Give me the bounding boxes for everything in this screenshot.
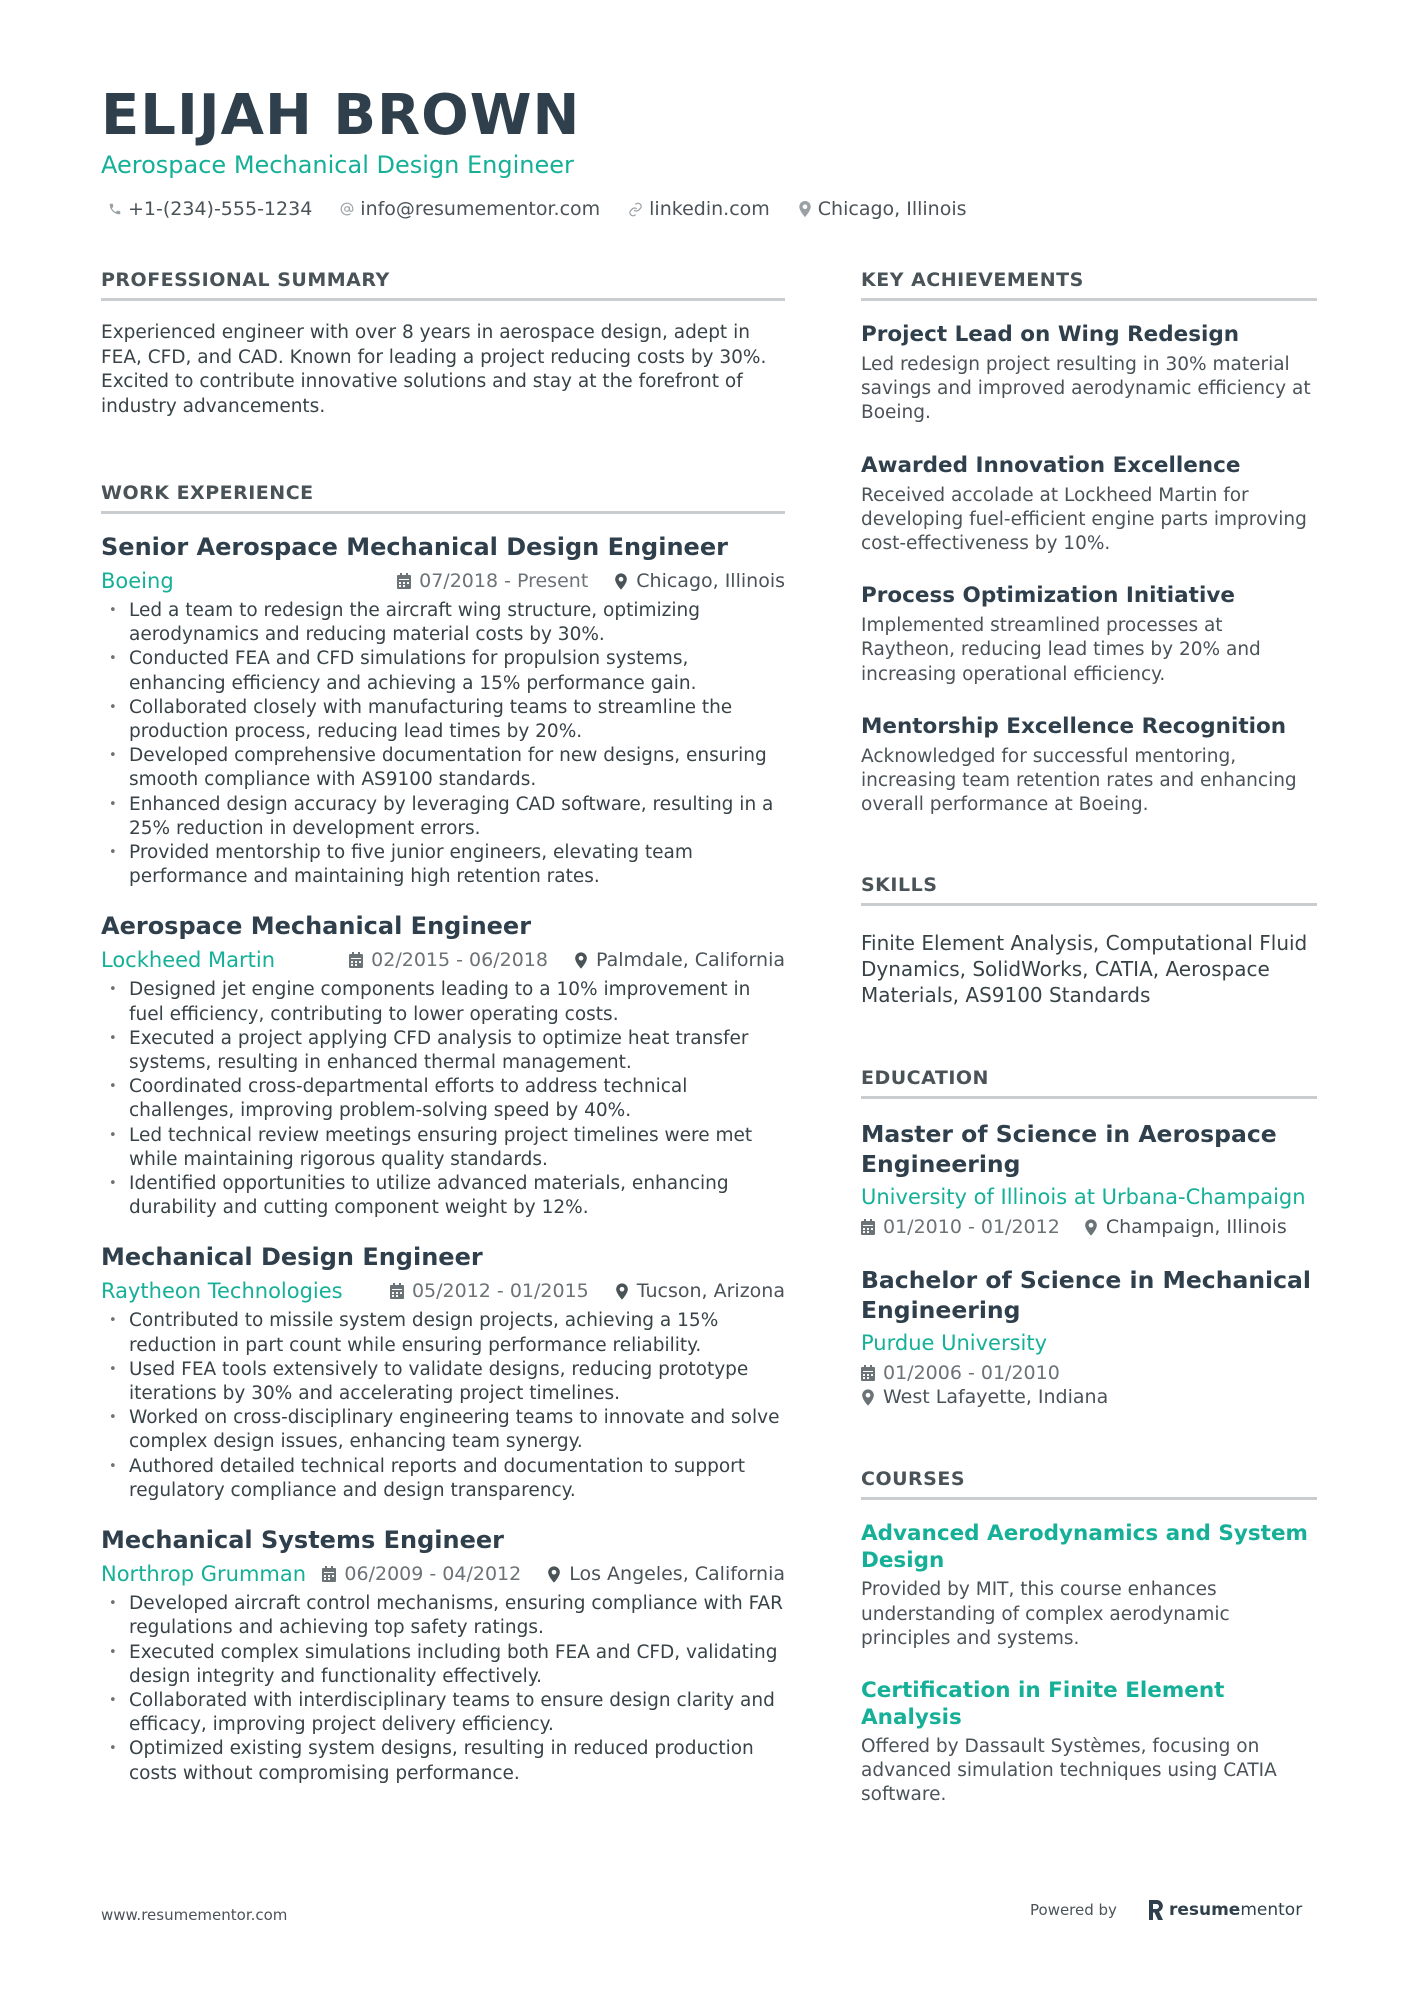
map-pin-icon [615,1283,629,1300]
course-desc: Provided by MIT, this course enhances understanding of complex aerodynamic principles and systems. [861,1579,1230,1649]
bullet-item: • Designed jet engine components leading to a 10% improvement in fuel efficiency, contributing to lower operating costs. [101,978,785,1026]
bullet-item: • Provided mentorship to five junior engineers, elevating team performance and maintaining high retention rates. [101,841,785,889]
achievement-item [861,452,1317,557]
achievement-item [861,321,1317,426]
job-title: Mechanical Design Engineer [101,1243,483,1272]
bullet-item: • Led a team to redesign the aircraft wing structure, optimizing aerodynamics and reducing material costs by 30%. [101,599,785,647]
job-bullets [101,1592,785,1786]
skills-text: Finite Element Analysis, Computational Fluid Dynamics, SolidWorks, CATIA, Aerospace Materials, AS9100 Standards [861,931,1308,1008]
company-name: Boeing [101,569,174,593]
achievement-item [861,582,1317,687]
company-name: Lockheed Martin [101,948,276,973]
map-pin-icon [861,1389,875,1406]
location-text: Chicago, Illinois [817,198,967,220]
job-title: Aerospace Mechanical Engineer [101,912,532,941]
bullet-item: • Developed aircraft control mechanisms, ensuring compliance with FAR regulations and achieving top safety ratings. [101,1592,785,1640]
job-meta [101,945,785,975]
job-dates: 06/2009 - 04/2012 [322,1563,521,1585]
summary-text: Experienced engineer with over 8 years in aerospace design, adept in FEA, CFD, and CAD. Known for leading a project reducing costs by 30%. Excited to contribute innovative solutions and stay at the forefront of industry advancements. [101,322,767,417]
education-dates: 01/2006 - 01/2010 [883,1362,1060,1385]
summary-heading: PROFESSIONAL SUMMARY [101,266,785,301]
achievement-desc: Received accolade at Lockheed Martin for developing fuel-efficient engine parts improving cost-effectiveness by 10%. [861,484,1307,555]
phone-icon [108,202,122,216]
job-meta [101,1276,785,1306]
job-meta [101,566,785,596]
courses-heading: COURSES [861,1465,1317,1500]
education-location-row [861,1385,1317,1409]
job-entry [101,911,785,1220]
brand-name-light: mentor [1240,1900,1303,1920]
achievement-title: Project Lead on Wing Redesign [861,322,1240,347]
job-dates: 07/2018 - Present [397,570,588,592]
experience-heading: WORK EXPERIENCE [101,479,785,514]
job-location: Palmdale, California [574,949,785,971]
link-icon [628,202,643,217]
resumementor-logo-icon [1147,1900,1163,1920]
job-bullets [101,978,785,1220]
education-location: West Lafayette, Indiana [883,1386,1109,1409]
achievements-heading: KEY ACHIEVEMENTS [861,266,1317,301]
job-entry [101,532,785,889]
education-dates: 01/2010 - 01/2012 [883,1216,1060,1239]
calendar-icon [349,952,363,968]
brand-name-bold: resume [1168,1900,1241,1920]
brand-logo[interactable] [1147,1900,1302,1920]
footer-powered [1030,1900,1302,1920]
contact-linkedin[interactable] [628,198,770,220]
achievement-title: Awarded Innovation Excellence [861,452,1241,478]
bullet-item: • Coordinated cross-departmental efforts to address technical challenges, improving problem-solving speed by 40%. [101,1075,785,1123]
job-title: Mechanical Systems Engineer [101,1526,504,1555]
calendar-icon [861,1365,875,1381]
calendar-icon [397,573,411,589]
bullet-item: • Collaborated with interdisciplinary teams to ensure design clarity and efficacy, improving project delivery efficiency. [101,1689,785,1737]
skills-heading: SKILLS [861,871,1317,906]
bullet-item: • Developed comprehensive documentation for new designs, ensuring smooth compliance with AS9100 standards. [101,744,785,792]
bullet-item: • Optimized existing system designs, resulting in reduced production costs without compromising performance. [101,1737,785,1785]
job-dates: 05/2012 - 01/2015 [390,1280,589,1302]
candidate-role: Aerospace Mechanical Design Engineer [101,151,574,179]
map-pin-icon [1084,1219,1098,1236]
degree-title: Master of Science in Aerospace Engineering [861,1120,1277,1179]
candidate-name: ELIJAH BROWN [101,83,581,148]
job-location: Tucson, Arizona [615,1280,785,1302]
course-item [861,1520,1317,1651]
calendar-icon [390,1283,404,1299]
bullet-item: • Worked on cross-disciplinary engineering teams to innovate and solve complex design issues, enhancing team synergy. [101,1406,785,1454]
education-heading: EDUCATION [861,1064,1317,1099]
job-entry [101,1242,785,1503]
job-meta [101,1559,785,1589]
bullet-item: • Authored detailed technical reports and documentation to support regulatory compliance and design transparency. [101,1455,785,1503]
right-column [861,266,1317,1808]
course-title: Advanced Aerodynamics and System Design [861,1521,1308,1574]
job-bullets [101,1309,785,1503]
education-location: Champaign, Illinois [1105,1216,1287,1239]
calendar-icon [861,1219,875,1235]
achievement-title: Mentorship Excellence Recognition [861,713,1287,739]
at-icon [340,202,354,216]
education-dates-row [861,1361,1317,1385]
bullet-item: • Executed a project applying CFD analysis to optimize heat transfer systems, resulting in enhanced thermal management. [101,1027,785,1075]
contact-phone[interactable] [108,198,312,220]
achievement-desc: Implemented streamlined processes at Raytheon, reducing lead times by 20% and increasing operational efficiency. [861,615,1261,685]
degree-title: Bachelor of Science in Mechanical Engineering [861,1266,1311,1325]
bullet-item: • Conducted FEA and CFD simulations for propulsion systems, enhancing efficiency and achieving a 15% performance gain. [101,647,785,695]
map-pin-icon [798,201,812,217]
education-meta [861,1215,1317,1239]
calendar-icon [322,1566,336,1582]
job-dates: 02/2015 - 06/2018 [349,949,548,971]
contact-location [798,198,967,220]
contact-email[interactable] [340,198,600,220]
map-pin-icon [547,1566,561,1583]
map-pin-icon [574,952,588,969]
email-text: info@resumementor.com [360,198,601,220]
school-name: Purdue University [861,1331,1048,1356]
job-entry [101,1525,785,1786]
footer-website[interactable]: www.resumementor.com [101,1906,288,1924]
bullet-item: • Contributed to missile system design projects, achieving a 15% reduction in part count while ensuring performance reliability. [101,1309,785,1357]
left-column [101,266,785,1786]
education-item [861,1265,1317,1409]
job-bullets [101,599,785,889]
achievement-item [861,713,1317,818]
phone-text: +1-(234)-555-1234 [128,198,313,220]
course-desc: Offered by Dassault Systèmes, focusing on advanced simulation techniques using CATIA software. [861,1736,1277,1806]
achievement-desc: Acknowledged for successful mentoring, increasing team retention rates and enhancing overall performance at Boeing. [861,745,1297,816]
powered-by-label: Powered by [1030,1901,1117,1919]
job-title: Senior Aerospace Mechanical Design Engineer [101,533,728,561]
bullet-item: • Collaborated closely with manufacturing teams to streamline the production process, reducing lead times by 20%. [101,696,785,744]
linkedin-text: linkedin.com [649,198,770,220]
bullet-item: • Identified opportunities to utilize advanced materials, enhancing durability and cutting component weight by 12%. [101,1172,785,1220]
achievement-title: Process Optimization Initiative [861,583,1235,609]
achievement-desc: Led redesign project resulting in 30% material savings and improved aerodynamic efficiency at Boeing. [861,354,1311,424]
company-name: Northrop Grumman [101,1562,307,1587]
bullet-item: • Enhanced design accuracy by leveraging CAD software, resulting in a 25% reduction in development errors. [101,793,785,841]
bullet-item: • Led technical review meetings ensuring project timelines were met while maintaining rigorous quality standards. [101,1124,785,1172]
school-name: University of Illinois at Urbana-Champaign [861,1185,1306,1210]
job-location: Chicago, Illinois [614,570,785,592]
course-item [861,1677,1317,1808]
job-location: Los Angeles, California [547,1563,785,1585]
map-pin-icon [614,573,628,590]
education-item [861,1119,1317,1239]
course-title: Certification in Finite Element Analysis [861,1678,1225,1731]
bullet-item: • Used FEA tools extensively to validate designs, reducing prototype iterations by 30% and accelerating project timelines. [101,1358,785,1406]
contact-bar [108,198,995,220]
bullet-item: • Executed complex simulations including both FEA and CFD, validating design integrity and functionality effectively. [101,1641,785,1689]
company-name: Raytheon Technologies [101,1279,343,1304]
